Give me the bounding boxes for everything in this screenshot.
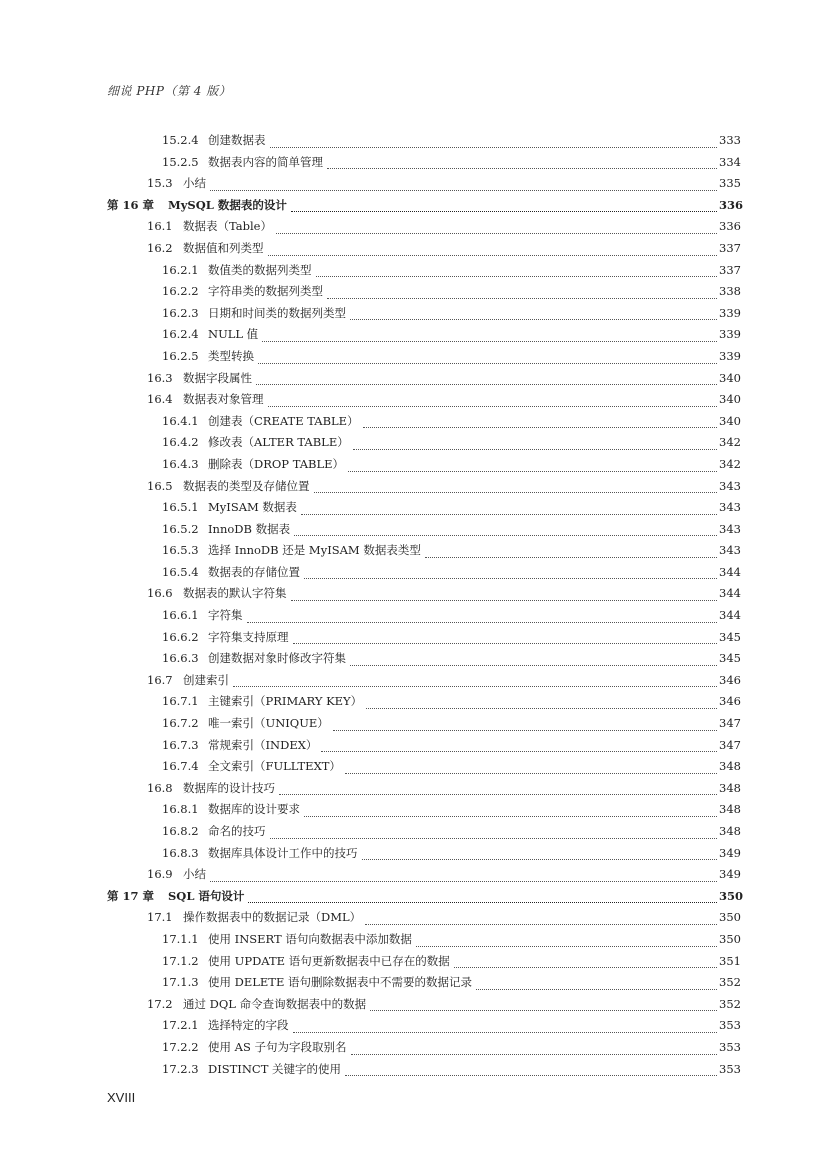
toc-subsection-entry[interactable] [107, 735, 741, 757]
toc-entry-page: 346 [719, 694, 741, 709]
toc-entry-page: 339 [719, 327, 741, 342]
toc-entry-number: 16.7.4 [162, 759, 199, 774]
toc-dot-leader [270, 838, 718, 839]
toc-entry-title: 使用 INSERT 语句向数据表中添加数据 [208, 931, 412, 946]
toc-dot-leader [256, 384, 717, 385]
toc-section-entry[interactable] [107, 670, 741, 692]
toc-entry-page: 337 [719, 262, 741, 277]
toc-entry-number: 16.6.2 [162, 629, 199, 644]
toc-subsection-entry[interactable] [107, 152, 741, 174]
toc-entry-page: 343 [719, 478, 741, 493]
toc-entry-number: 16.4.1 [162, 413, 199, 428]
toc-entry-page: 339 [719, 305, 741, 320]
toc-entry-number: 16.8.2 [162, 824, 199, 838]
toc-dot-leader [327, 298, 717, 299]
toc-dot-leader [348, 471, 717, 472]
toc-entry-title: 数据库的设计要求 [208, 802, 300, 817]
toc-entry-title: 类型转换 [208, 348, 254, 363]
toc-entry-page: 345 [719, 651, 741, 666]
toc-entry-title: 选择 InnoDB 还是 MyISAM 数据表类型 [208, 543, 421, 558]
toc-dot-leader [304, 816, 717, 817]
toc-dot-leader [416, 946, 717, 947]
toc-dot-leader [333, 730, 717, 731]
toc-entry-title: 操作数据表中的数据记录（DML） [183, 910, 362, 925]
toc-entry-title: MyISAM 数据表 [208, 500, 297, 515]
toc-subsection-entry[interactable] [107, 951, 741, 973]
toc-entry-title: 删除表（DROP TABLE） [208, 456, 345, 471]
toc-entry-title: MySQL 数据表的设计 [168, 197, 287, 212]
toc-entry-number: 16.9 [147, 867, 173, 882]
toc-entry-number: 16.7 [147, 672, 173, 687]
running-header: 细说 PHP（第 4 版） [107, 84, 232, 98]
toc-entry-number: 17.2.1 [162, 1018, 199, 1033]
toc-entry-page: 350 [719, 931, 741, 946]
toc-entry-number: 16.6.1 [162, 608, 199, 623]
toc-entry-title: 创建表（CREATE TABLE） [208, 413, 359, 428]
toc-entry-title: 创建数据对象时修改字符集 [208, 651, 346, 666]
toc-entry-page: 347 [719, 716, 741, 731]
table-of-contents [107, 130, 744, 1080]
toc-entry-page: 349 [719, 867, 741, 882]
toc-entry-page: 333 [719, 133, 741, 147]
toc-entry-page: 334 [719, 154, 741, 169]
toc-entry-page: 337 [719, 240, 741, 255]
toc-entry-page: 350 [719, 910, 741, 925]
toc-dot-leader [293, 1032, 718, 1033]
toc-entry-number: 第 16 章 [107, 197, 155, 212]
toc-entry-number: 16.2.5 [162, 348, 199, 363]
toc-entry-title: 命名的技巧 [208, 824, 266, 838]
toc-entry-number: 16.4.2 [162, 435, 199, 450]
toc-entry-page: 343 [719, 521, 741, 536]
toc-dot-leader [210, 881, 717, 882]
toc-entry-number: 16.2.2 [162, 284, 199, 299]
toc-entry-page: 340 [719, 392, 741, 407]
toc-entry-title: 小结 [183, 867, 206, 882]
toc-dot-leader [345, 1075, 717, 1076]
toc-entry-title: 通过 DQL 命令查询数据表中的数据 [183, 996, 367, 1011]
toc-entry-page: 352 [719, 975, 741, 990]
toc-entry-number: 16.6.3 [162, 651, 199, 666]
toc-dot-leader [425, 557, 717, 558]
toc-entry-title: 数据表的默认字符集 [183, 586, 287, 601]
toc-entry-number: 16.7.2 [162, 716, 199, 731]
toc-dot-leader [291, 600, 718, 601]
toc-entry-number: 16.6 [147, 586, 173, 601]
toc-entry-number: 16.2.3 [162, 305, 199, 320]
toc-entry-page: 344 [719, 564, 741, 579]
toc-entry-page: 339 [719, 348, 741, 363]
toc-entry-page: 349 [719, 845, 741, 860]
toc-subsection-entry[interactable] [107, 562, 741, 584]
toc-section-entry[interactable] [107, 238, 741, 260]
toc-dot-leader [247, 622, 718, 623]
toc-entry-title: 使用 AS 子句为字段取别名 [208, 1039, 347, 1054]
toc-entry-number: 17.1.2 [162, 953, 199, 968]
toc-subsection-entry[interactable] [107, 540, 741, 562]
toc-entry-page: 348 [719, 802, 741, 817]
toc-entry-title: 小结 [183, 176, 206, 191]
toc-subsection-entry[interactable] [107, 799, 741, 821]
toc-subsection-entry[interactable] [107, 713, 741, 735]
toc-section-entry[interactable] [107, 778, 741, 800]
toc-dot-leader [365, 924, 717, 925]
toc-entry-number: 16.8.3 [162, 845, 199, 860]
toc-entry-page: 335 [719, 176, 741, 191]
toc-entry-number: 17.1 [147, 910, 173, 925]
toc-dot-leader [454, 967, 717, 968]
toc-section-entry[interactable] [107, 216, 741, 238]
toc-dot-leader [321, 751, 717, 752]
toc-entry-page: 351 [719, 953, 741, 968]
toc-dot-leader [316, 276, 718, 277]
toc-entry-title: 数据字段属性 [183, 370, 252, 385]
toc-entry-number: 17.2 [147, 996, 173, 1011]
toc-entry-number: 16.7.1 [162, 694, 199, 709]
toc-entry-number: 15.3 [147, 176, 173, 191]
toc-entry-title: 全文索引（FULLTEXT） [208, 759, 341, 774]
toc-subsection-entry[interactable] [107, 691, 741, 713]
toc-dot-leader [270, 147, 718, 148]
toc-entry-page: 346 [719, 672, 741, 687]
toc-subsection-entry[interactable] [107, 843, 741, 865]
toc-entry-number: 16.8 [147, 780, 173, 795]
toc-dot-leader [350, 319, 717, 320]
toc-entry-title: DISTINCT 关键字的使用 [208, 1061, 342, 1076]
toc-entry-title: 创建数据表 [208, 133, 266, 147]
toc-entry-number: 16.5.3 [162, 543, 199, 558]
page-number: XVIII [107, 1090, 136, 1105]
toc-entry-number: 16.2.4 [162, 327, 199, 342]
toc-section-entry[interactable] [107, 389, 741, 411]
toc-subsection-entry[interactable] [107, 260, 741, 282]
toc-section-entry[interactable] [107, 864, 741, 886]
toc-entry-number: 16.5.1 [162, 500, 199, 515]
toc-subsection-entry[interactable] [107, 130, 741, 152]
toc-dot-leader [314, 492, 718, 493]
toc-dot-leader [301, 514, 717, 515]
toc-entry-title: 使用 DELETE 语句删除数据表中不需要的数据记录 [208, 975, 473, 990]
toc-dot-leader [363, 427, 717, 428]
toc-section-entry[interactable] [107, 994, 741, 1016]
toc-entry-page: 353 [719, 1039, 741, 1054]
toc-entry-number: 15.2.5 [162, 154, 199, 169]
toc-dot-leader [248, 902, 717, 903]
toc-dot-leader [291, 211, 717, 212]
toc-entry-page: 338 [719, 284, 741, 299]
toc-entry-title: SQL 语句设计 [168, 888, 245, 903]
toc-entry-number: 17.1.3 [162, 975, 199, 990]
toc-entry-number: 16.2 [147, 240, 173, 255]
toc-dot-leader [294, 535, 717, 536]
toc-subsection-entry[interactable] [107, 411, 741, 433]
toc-entry-number: 17.1.1 [162, 931, 199, 946]
toc-entry-title: 选择特定的字段 [208, 1018, 289, 1033]
toc-entry-number: 16.5.4 [162, 564, 199, 579]
toc-entry-number: 16.3 [147, 370, 173, 385]
toc-entry-title: 主键索引（PRIMARY KEY） [208, 694, 363, 709]
toc-dot-leader [293, 643, 718, 644]
toc-section-entry[interactable] [107, 583, 741, 605]
toc-dot-leader [268, 406, 718, 407]
toc-entry-page: 348 [719, 824, 741, 838]
toc-dot-leader [210, 190, 717, 191]
toc-dot-leader [233, 686, 717, 687]
toc-subsection-entry[interactable] [107, 648, 741, 670]
toc-entry-title: 数据值和列类型 [183, 240, 264, 255]
toc-dot-leader [258, 363, 717, 364]
toc-entry-page: 343 [719, 543, 741, 558]
toc-entry-page: 352 [719, 996, 741, 1011]
toc-subsection-entry[interactable] [107, 756, 741, 778]
toc-entry-page: 348 [719, 759, 741, 774]
toc-entry-number: 第 17 章 [107, 888, 155, 903]
toc-entry-page: 345 [719, 629, 741, 644]
toc-section-entry[interactable] [107, 173, 741, 195]
toc-dot-leader [345, 773, 717, 774]
toc-entry-number: 17.2.2 [162, 1039, 199, 1054]
toc-entry-title: NULL 值 [208, 327, 259, 342]
toc-entry-title: 数据表对象管理 [183, 392, 264, 407]
toc-entry-number: 16.7.3 [162, 737, 199, 752]
toc-entry-number: 17.2.3 [162, 1061, 199, 1076]
toc-entry-page: 348 [719, 780, 741, 795]
toc-entry-page: 353 [719, 1061, 741, 1076]
toc-dot-leader [370, 1010, 717, 1011]
toc-subsection-entry[interactable] [107, 281, 741, 303]
toc-entry-title: 唯一索引（UNIQUE） [208, 716, 329, 731]
toc-dot-leader [262, 341, 717, 342]
toc-entry-title: 日期和时间类的数据列类型 [208, 305, 346, 320]
toc-subsection-entry[interactable] [107, 346, 741, 368]
toc-subsection-entry[interactable] [107, 1059, 741, 1081]
toc-entry-title: 数据表（Table） [183, 219, 272, 234]
toc-entry-number: 16.1 [147, 219, 173, 234]
toc-entry-page: 342 [719, 456, 741, 471]
toc-entry-title: 数据表的存储位置 [208, 564, 300, 579]
toc-dot-leader [350, 665, 717, 666]
toc-entry-title: 修改表（ALTER TABLE） [208, 435, 349, 450]
toc-entry-number: 16.5 [147, 478, 173, 493]
toc-dot-leader [276, 233, 717, 234]
toc-entry-title: 字符串类的数据列类型 [208, 284, 323, 299]
toc-entry-page: 340 [719, 370, 741, 385]
toc-subsection-entry[interactable] [107, 303, 741, 325]
toc-entry-title: 数据库的设计技巧 [183, 780, 275, 795]
toc-entry-page: 336 [719, 197, 744, 212]
toc-section-entry[interactable] [107, 476, 741, 498]
toc-dot-leader [279, 794, 717, 795]
toc-subsection-entry[interactable] [107, 627, 741, 649]
toc-subsection-entry[interactable] [107, 821, 741, 843]
toc-subsection-entry[interactable] [107, 324, 741, 346]
toc-dot-leader [353, 449, 717, 450]
toc-entry-page: 344 [719, 608, 741, 623]
toc-dot-leader [304, 578, 717, 579]
toc-entry-page: 343 [719, 500, 741, 515]
toc-entry-page: 353 [719, 1018, 741, 1033]
toc-subsection-entry[interactable] [107, 454, 741, 476]
toc-dot-leader [362, 859, 718, 860]
toc-entry-title: 数据表内容的简单管理 [208, 154, 323, 169]
toc-entry-title: 字符集 [208, 608, 243, 623]
toc-dot-leader [351, 1054, 718, 1055]
toc-entry-page: 350 [719, 888, 744, 903]
toc-entry-page: 342 [719, 435, 741, 450]
toc-dot-leader [327, 168, 717, 169]
toc-dot-leader [366, 708, 717, 709]
toc-chapter-entry[interactable] [107, 886, 744, 908]
toc-section-entry[interactable] [107, 368, 741, 390]
toc-entry-title: 字符集支持原理 [208, 629, 289, 644]
toc-subsection-entry[interactable] [107, 497, 741, 519]
toc-entry-title: 常规索引（INDEX） [208, 737, 318, 752]
toc-subsection-entry[interactable] [107, 1037, 741, 1059]
toc-entry-title: 数据库具体设计工作中的技巧 [208, 845, 358, 860]
toc-entry-number: 16.4 [147, 392, 173, 407]
toc-entry-title: 数值类的数据列类型 [208, 262, 312, 277]
toc-entry-title: 数据表的类型及存储位置 [183, 478, 310, 493]
toc-entry-title: InnoDB 数据表 [208, 521, 291, 536]
toc-subsection-entry[interactable] [107, 519, 741, 541]
toc-subsection-entry[interactable] [107, 929, 741, 951]
toc-entry-page: 347 [719, 737, 741, 752]
toc-entry-title: 创建索引 [183, 672, 229, 687]
toc-entry-page: 336 [719, 219, 741, 234]
toc-subsection-entry[interactable] [107, 1015, 741, 1037]
toc-entry-number: 16.2.1 [162, 262, 199, 277]
toc-subsection-entry[interactable] [107, 605, 741, 627]
toc-entry-number: 16.5.2 [162, 521, 199, 536]
toc-entry-page: 340 [719, 413, 741, 428]
toc-entry-title: 使用 UPDATE 语句更新数据表中已存在的数据 [208, 953, 450, 968]
toc-dot-leader [476, 989, 717, 990]
toc-section-entry[interactable] [107, 907, 741, 929]
toc-entry-page: 344 [719, 586, 741, 601]
toc-subsection-entry[interactable] [107, 432, 741, 454]
toc-subsection-entry[interactable] [107, 972, 741, 994]
toc-entry-number: 16.8.1 [162, 802, 199, 817]
toc-chapter-entry[interactable] [107, 195, 744, 217]
toc-entry-number: 16.4.3 [162, 456, 199, 471]
toc-entry-number: 15.2.4 [162, 133, 199, 147]
toc-dot-leader [268, 255, 718, 256]
